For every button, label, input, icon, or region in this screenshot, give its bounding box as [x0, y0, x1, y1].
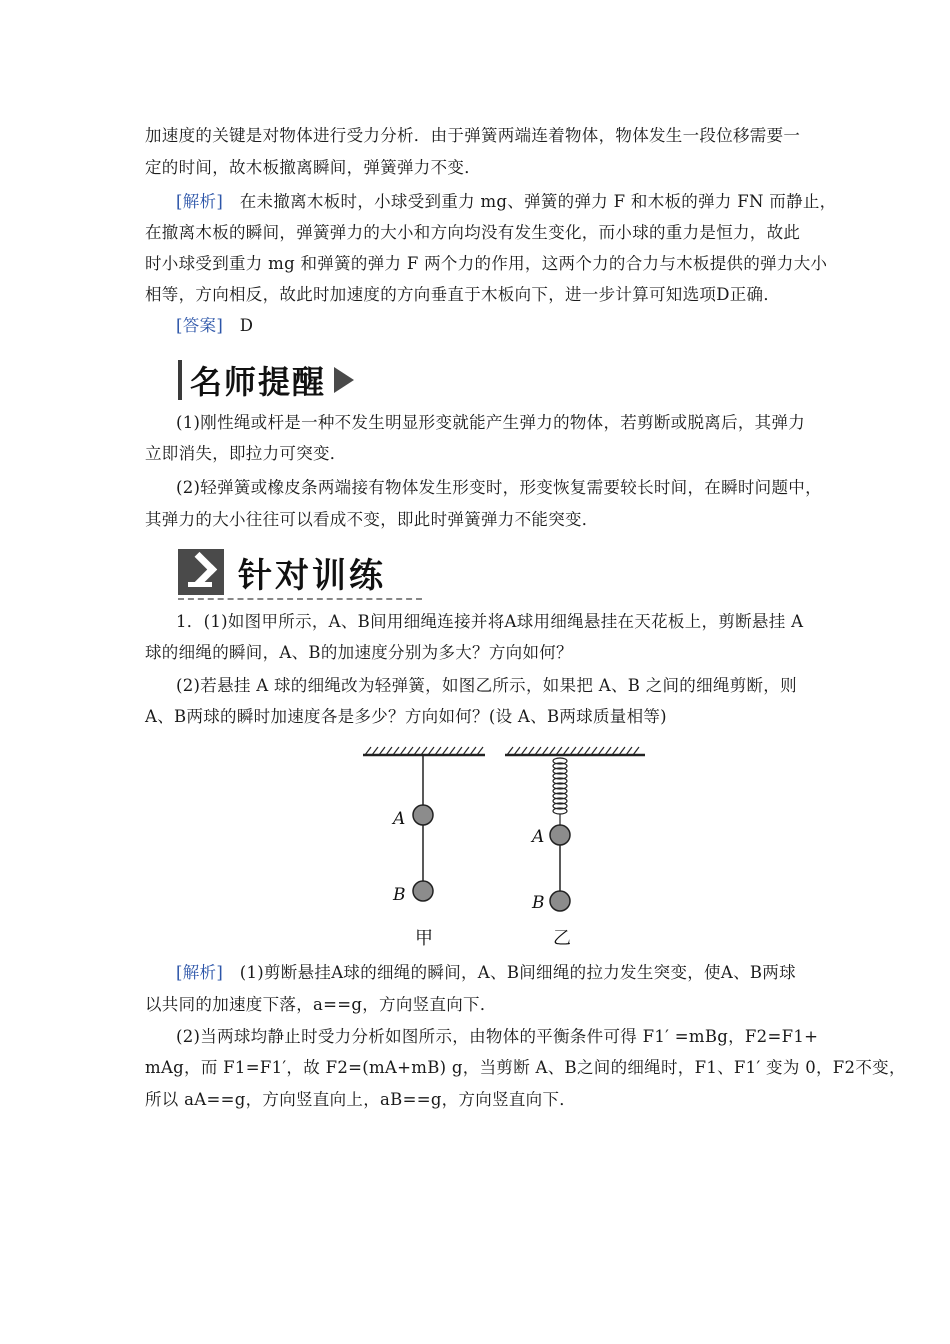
ball-b: [550, 891, 570, 911]
label-jia: 甲: [415, 928, 433, 949]
tip1-line-1: (1)刚性绳或杆是一种不发生明显形变就能产生弹力的物体，若剪断或脱离后，其弹力: [176, 413, 806, 432]
analysis-tag: [解析]: [176, 192, 224, 211]
analysis1-line-2: 在撤离木板的瞬间，弹簧弹力的大小和方向均没有发生变化，而小球的重力是恒力，故此: [145, 223, 801, 242]
analysis2-line-1: [176, 961, 796, 985]
mingshi-heading: [178, 357, 354, 403]
figure-jia: [363, 747, 485, 949]
answer-value: D: [239, 316, 254, 335]
analysis2-line-5: 所以 aA==g，方向竖直向上，aB==g，方向竖直向下．: [145, 1090, 577, 1109]
tip2-line-2: 其弹力的大小往往可以看成不变，即此时弹簧弹力不能突变．: [145, 510, 599, 529]
intro-line-2: 定的时间，故木板撤离瞬间，弹簧弹力不变．: [145, 158, 481, 177]
label-yi: 乙: [553, 928, 571, 949]
analysis2-line-2: 以共同的加速度下落，a==g，方向竖直向下．: [145, 995, 497, 1014]
tip1-line-2: 立即消失，即拉力可突变．: [145, 444, 347, 463]
answer-tag: [答案]: [176, 316, 224, 335]
analysis1-line-3: 时小球受到重力 mg 和弹簧的弹力 F 两个力的作用，这两个力的合力与木板提供的弹力大小: [145, 254, 828, 273]
zhendui-heading: [178, 546, 386, 598]
tip2-line-1: (2)轻弹簧或橡皮条两端接有物体发生形变时，形变恢复需要较长时间，在瞬时问题中，: [176, 478, 822, 497]
question2-line-1: (2)若悬挂 A 球的细绳改为轻弹簧，如图乙所示，如果把 A、B 之间的细绳剪断，则: [176, 676, 797, 695]
ball-b: [413, 881, 433, 901]
label-a: A: [393, 809, 406, 829]
analysis1-text-1: 在未撤离木板时，小球受到重力 mg、弹簧的弹力 F 和木板的弹力 FN 而静止，: [239, 192, 837, 211]
analysis1-line-4: 相等，方向相反，故此时加速度的方向垂直于木板向下，进一步计算可知选项D正确．: [145, 285, 781, 304]
intro-line-1: 加速度的关键是对物体进行受力分析．由于弹簧两端连着物体，物体发生一段位移需要一: [145, 126, 801, 145]
analysis2-line-4: mAg，而 F1=F1′，故 F2=(mA+mB) g，当剪断 A、B之间的细绳时，F1、F1′ 变为 0，F2不变，: [145, 1058, 906, 1077]
ball-a: [550, 825, 570, 845]
heading-underline: [178, 598, 422, 600]
analysis1-line-1: [176, 190, 837, 214]
triangle-arrow-icon: [334, 367, 354, 393]
question2-line-2: A、B两球的瞬时加速度各是多少？方向如何？(设 A、B两球质量相等): [145, 707, 667, 726]
physics-figure: [355, 735, 655, 950]
figure-yi: [505, 747, 645, 949]
heading-bar: [178, 360, 182, 400]
answer-line: [176, 314, 253, 338]
label-b: B: [532, 893, 545, 913]
label-a: A: [532, 827, 545, 847]
ball-a: [413, 805, 433, 825]
analysis2-line-3: (2)当两球均静止时受力分析如图所示，由物体的平衡条件可得 F1′ =mBg，F2=F1+: [176, 1027, 819, 1046]
mingshi-title: 名师提醒: [190, 363, 327, 401]
question1-line-1: 1．(1)如图甲所示，A、B间用细绳连接并将A球用细绳悬挂在天花板上，剪断悬挂 A: [176, 612, 804, 631]
question1-line-2: 球的细绳的瞬间，A、B的加速度分别为多大？方向如何？: [145, 643, 573, 662]
label-b: B: [393, 885, 406, 905]
analysis2-text-1: (1)剪断悬挂A球的细绳的瞬间，A、B间细绳的拉力发生突变，使A、B两球: [239, 963, 796, 982]
zhendui-title: 针对训练: [238, 555, 386, 596]
spring: [553, 758, 567, 827]
analysis-tag: [解析]: [176, 963, 224, 982]
chevron-right-icon: [178, 549, 224, 595]
